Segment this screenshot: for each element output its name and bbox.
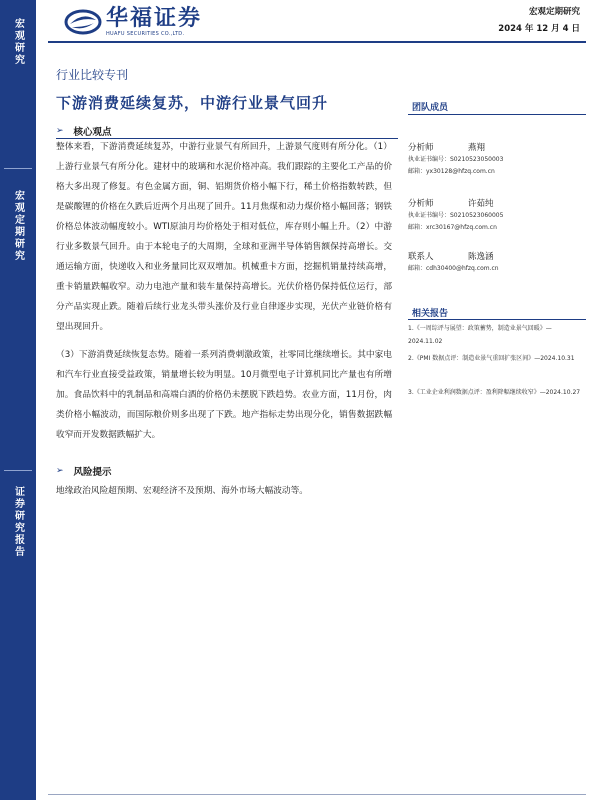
series-name: 行业比较专刊 — [56, 68, 129, 82]
header-meta — [498, 4, 580, 38]
related-report-link[interactable]: 1.《一周综评与展望：政策蓄势，制造业景气回暖》—2024.11.02 — [408, 325, 552, 345]
page-title: 下游消费延续复苏，中游行业景气回升 — [56, 94, 329, 112]
logo-name-cn: 华福证券 — [106, 5, 203, 31]
related-report-link[interactable]: 3.《工业企业利润数据点评：盈利降幅继续收窄》—2024.10.27 — [408, 389, 581, 396]
sidebar-top-label: 宏观研究 — [12, 18, 24, 66]
sidebar — [0, 0, 36, 800]
contact-email: 邮箱：cdh30400@hfzq.com.cn — [408, 265, 499, 272]
analyst-cert: 执业证书编号：S0210523060005 — [408, 212, 504, 219]
analyst-cert: 执业证书编号：S0210523050003 — [408, 156, 504, 163]
logo-icon — [64, 9, 102, 35]
core-heading — [56, 124, 112, 138]
report-type: 宏观定期研究 — [528, 7, 580, 17]
sidebar-top-label-wrap — [0, 18, 36, 78]
contact-name: 陈逸涵 — [468, 252, 494, 262]
sidebar-divider — [4, 168, 32, 169]
core-heading-label: 核心观点 — [73, 127, 112, 138]
analyst-role: 分析师 — [408, 199, 434, 209]
sidebar-mid-label-wrap — [0, 190, 36, 280]
risk-heading-label: 风险提示 — [73, 467, 112, 478]
risk-text: 地缘政治风险超预期、宏观经济不及预期、海外市场大幅波动等。 — [56, 486, 308, 496]
sidebar-mid-label: 宏观定期研究 — [12, 190, 24, 262]
team-heading: 团队成员 — [412, 103, 449, 113]
analyst-email: 邮箱：xrc30167@hfzq.com.cn — [408, 224, 497, 231]
analyst-card — [408, 196, 586, 234]
header-rule — [48, 41, 586, 43]
contact-card — [408, 249, 586, 275]
paragraph: （3）下游消费延续恢复态势。随着一系列消费刺激政策，社零同比继续增长。其中家电和汽车行业直接受益政策，销量增长较为明显。10月微型电子计算机同比产量也有所增加。食品饮料中的乳制品和高端白酒的价格仍未摆脱下跌趋势。农业方面，11月份，肉类价格小幅波动，而国际粮价则多出现了下跌。地产指标走势出现分化，销售数据跌幅收窄而开发数据跌幅扩大。 — [56, 350, 392, 440]
footer-rule — [48, 794, 586, 795]
paragraph: 整体来看，下游消费延续复苏，中游行业景气有所回升，上游景气度则有所分化。（1）上游行业景气有所分化。建材中的玻璃和水泥价格冲高。我们跟踪的主要化工产品的价格大多出现了修复。有色金属方面，铜、铝期货价格小幅下行，稀土价格指数转跌，但是碳酸锂的价格在久跌后近两个月出现了回升。11月焦煤和动力煤价格小幅回落；钢铁价格总体波动幅度较小。WTI原油月均价格处于相对低位，库存则小幅上升。（2）中游行业多数景气回升。由于本轮电子的大周期，全球和亚洲半导体销售额保持高增长。交通运输方面，快递收入和业务量同比双双增加。机械重卡方面，挖掘机销量持续高增，重卡销量跌幅收窄。动力电池产量和装车量保持高增长。光伏价格仍保持低位运行，部分产品实现止跌。随着后续行业龙头带头涨价及行业自律逐步实现，光伏产业链价格有望出现回升。 — [56, 142, 392, 332]
related-heading: 相关报告 — [412, 309, 449, 319]
analyst-name: 许茹纯 — [468, 199, 494, 209]
team-rule — [408, 114, 586, 115]
analyst-role: 分析师 — [408, 143, 434, 153]
analyst-card — [408, 140, 586, 178]
sidebar-bottom-label: 证券研究报告 — [12, 486, 24, 558]
company-logo — [64, 6, 202, 37]
risk-heading — [56, 464, 112, 478]
arrow-icon: ➢ — [56, 466, 64, 476]
analyst-name: 燕翔 — [468, 143, 486, 153]
sidebar-divider — [4, 470, 32, 471]
analyst-email: 邮箱：yx30128@hfzq.com.cn — [408, 168, 495, 175]
arrow-icon: ➢ — [56, 126, 64, 136]
related-report-link[interactable]: 2.《PMI 数据点评：制造业景气重回扩张区间》—2024.10.31 — [408, 355, 575, 362]
report-date: 2024 年 12 月 4 日 — [498, 24, 580, 34]
related-rule — [408, 319, 586, 320]
contact-role: 联系人 — [408, 252, 434, 262]
sidebar-bottom-label-wrap — [0, 486, 36, 586]
logo-name-en: HUAFU SECURITIES CO.,LTD. — [106, 31, 185, 37]
